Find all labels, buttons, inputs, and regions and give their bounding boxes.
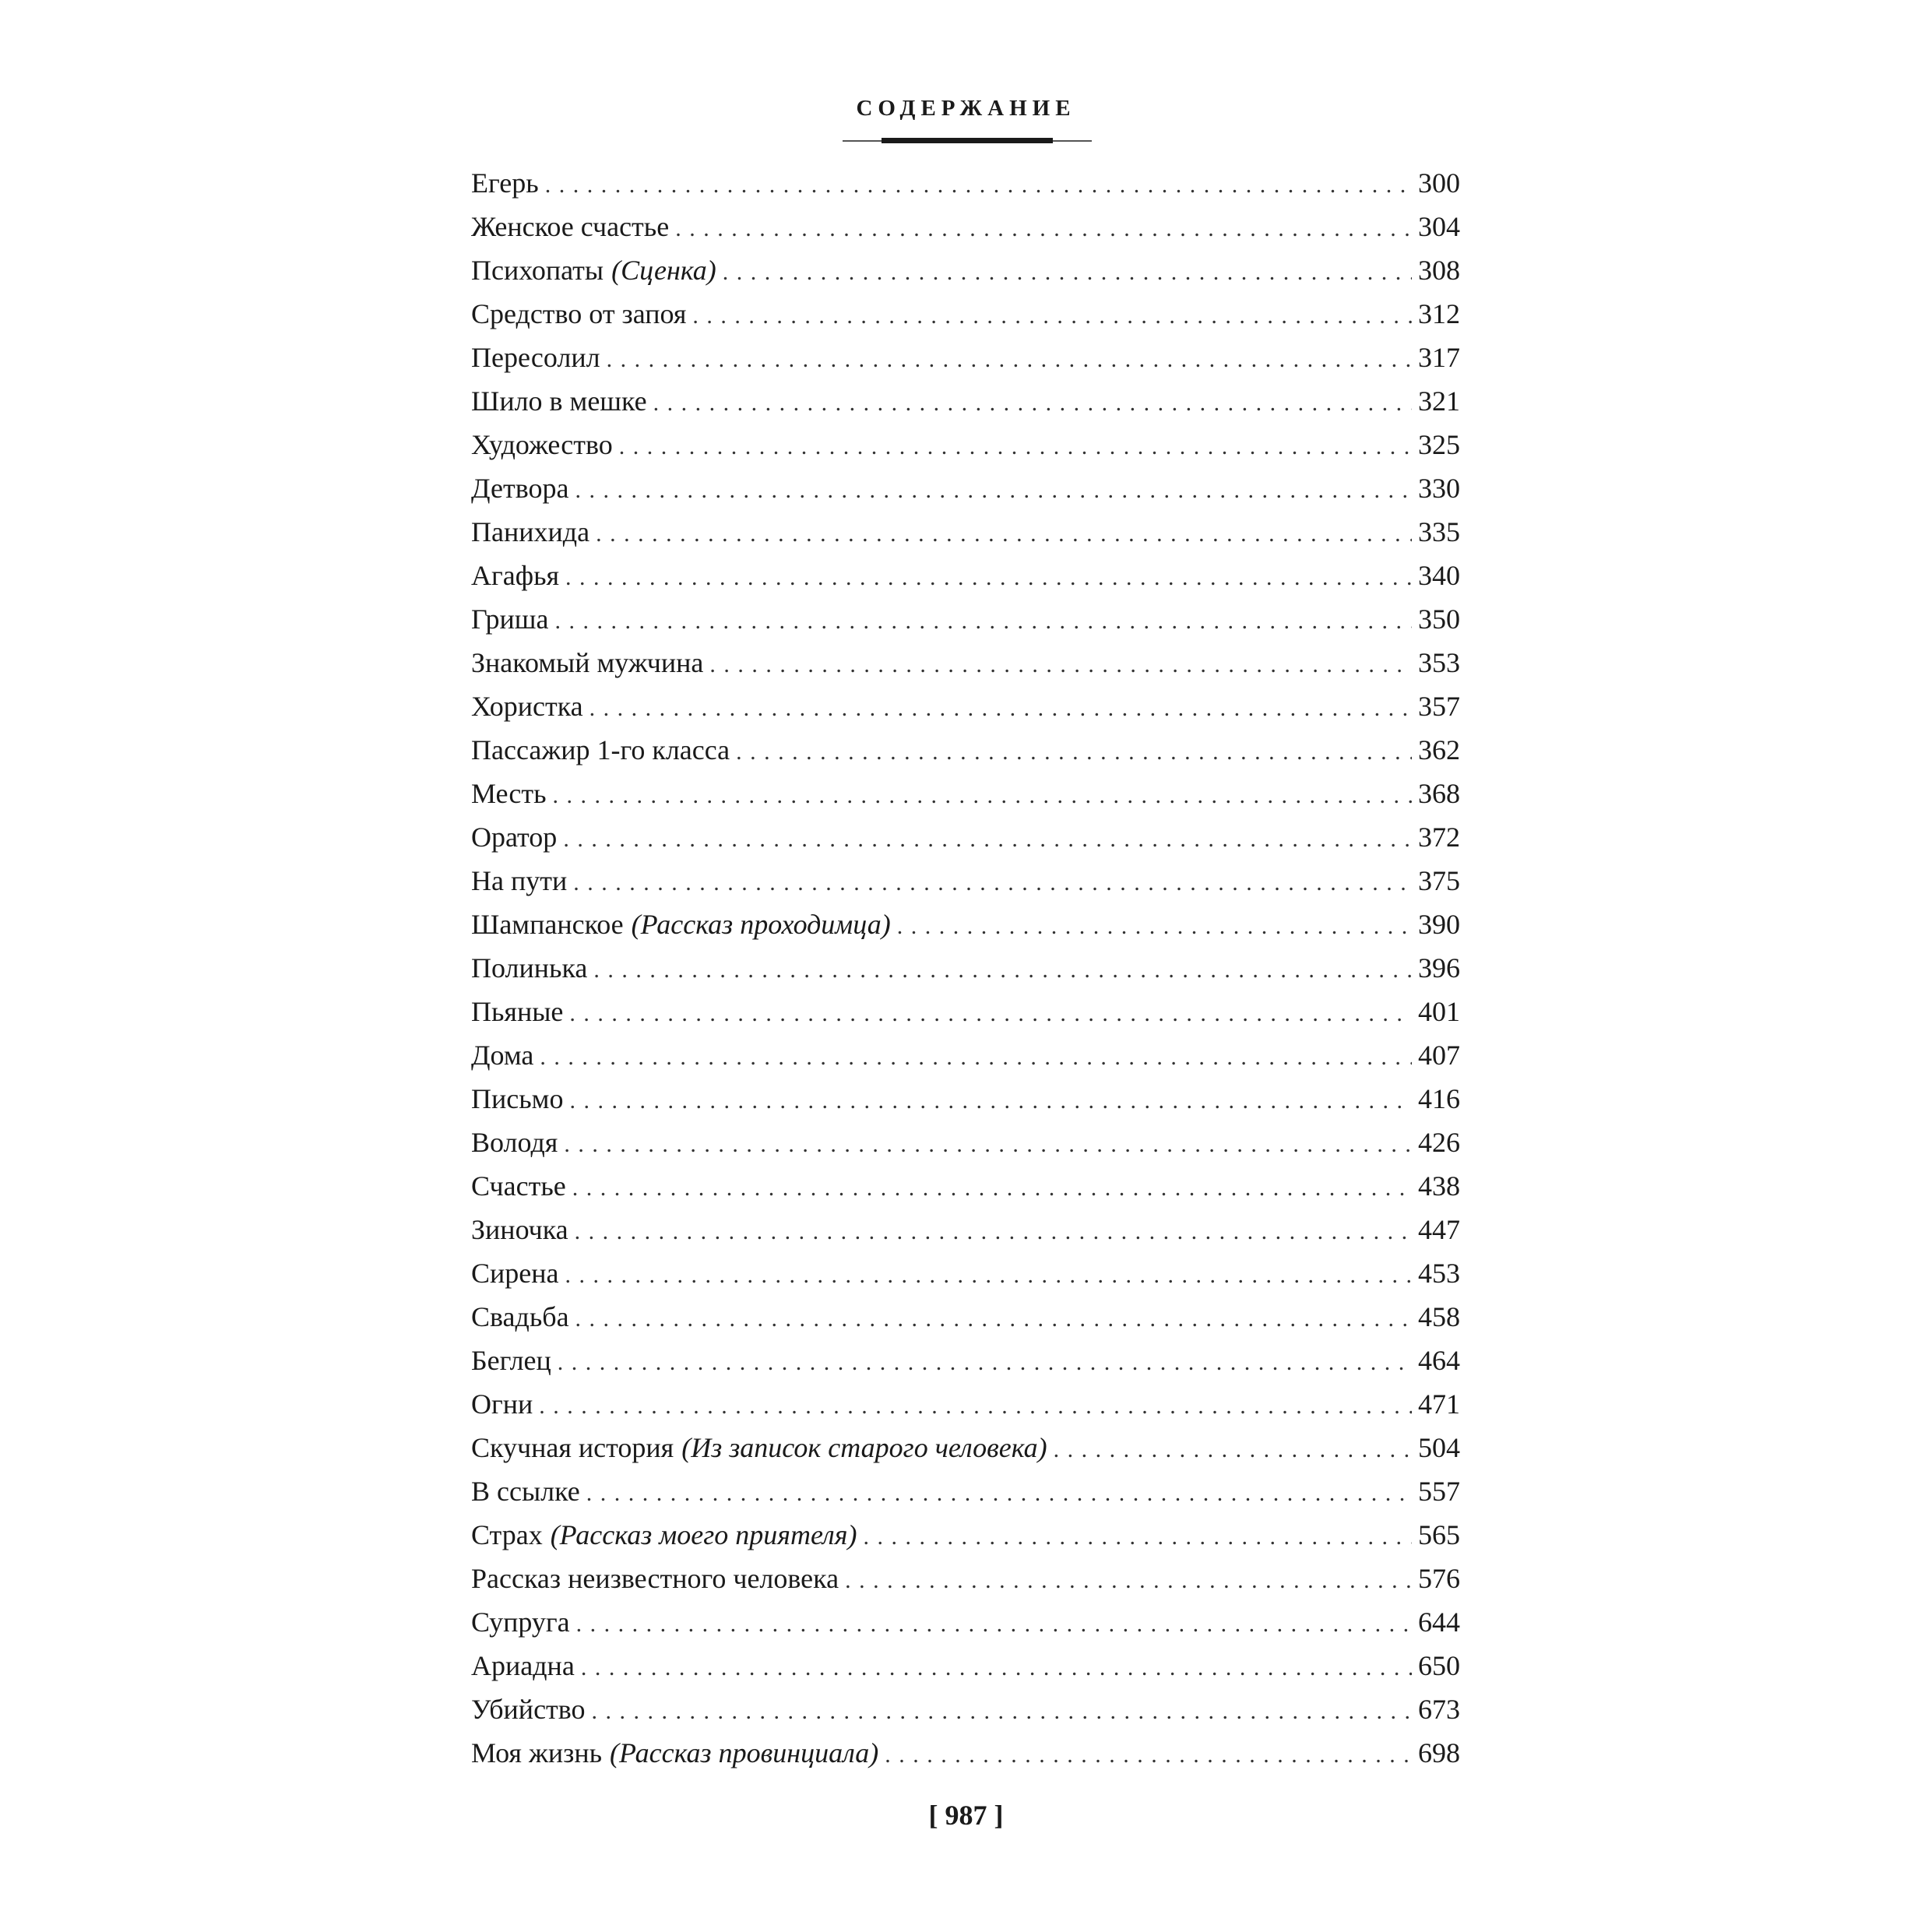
toc-entry-page: 557: [1418, 1476, 1460, 1507]
dot-leader: [709, 643, 1412, 687]
page-title: СОДЕРЖАНИЕ: [856, 96, 1076, 121]
toc-entry: [471, 466, 1460, 510]
toc-entry: [471, 1687, 1460, 1731]
toc-entry: [471, 379, 1460, 423]
dot-leader: [619, 425, 1412, 469]
toc-entry-title: Супруга: [471, 1606, 570, 1638]
toc-entry-title: Свадьба: [471, 1301, 569, 1332]
toc-entry: [471, 1208, 1460, 1251]
dot-leader: [845, 1559, 1412, 1603]
toc-entry-page: 375: [1418, 865, 1460, 896]
toc-entry-subtitle: (Рассказ проходимца): [631, 909, 891, 940]
toc-entry: [471, 1513, 1460, 1557]
dot-leader: [569, 992, 1412, 1036]
toc-entry-title: Сирена: [471, 1258, 559, 1289]
toc-entry: [471, 1382, 1460, 1426]
dot-leader: [563, 818, 1412, 861]
toc-entry-page: 300: [1418, 167, 1460, 199]
dot-leader: [565, 556, 1412, 600]
toc-entry-title: Панихида: [471, 516, 590, 547]
dot-leader: [653, 382, 1412, 425]
dot-leader: [593, 948, 1412, 992]
dot-leader: [540, 1036, 1412, 1079]
toc-entry-title: Пересолил: [471, 342, 600, 373]
dot-leader: [736, 730, 1412, 774]
dot-leader: [885, 1733, 1412, 1777]
toc-entry-page: 372: [1418, 822, 1460, 853]
toc-entry-subtitle: (Рассказ моего приятеля): [550, 1519, 857, 1550]
toc-entry: [471, 336, 1460, 379]
toc-entry-title: Страх: [471, 1519, 543, 1550]
toc-entry: [471, 1251, 1460, 1295]
toc-entry-title: Знакомый мужчина: [471, 647, 704, 678]
toc-entry: [471, 248, 1460, 292]
toc-entry: [471, 990, 1460, 1033]
toc-entry-title: Художество: [471, 429, 613, 460]
toc-entry-title: Пассажир 1-го класса: [471, 734, 730, 765]
toc-entry-page: 673: [1418, 1694, 1460, 1725]
dot-leader: [575, 1210, 1412, 1254]
toc-entry-page: 416: [1418, 1083, 1460, 1114]
toc-entry: [471, 815, 1460, 859]
dot-leader: [539, 1385, 1412, 1428]
toc-entry: [471, 1469, 1460, 1513]
dot-leader: [553, 774, 1412, 818]
toc-entry-page: 350: [1418, 604, 1460, 635]
dot-leader: [1054, 1428, 1412, 1472]
toc-entry: [471, 1644, 1460, 1687]
toc-entry: [471, 423, 1460, 466]
toc-entry-page: 464: [1418, 1345, 1460, 1376]
toc-entry-page: 471: [1418, 1388, 1460, 1420]
toc-entry: [471, 205, 1460, 248]
toc-entry-page: 362: [1418, 734, 1460, 765]
toc-entry: [471, 1426, 1460, 1469]
toc-entry-page: 340: [1418, 560, 1460, 591]
toc-entry: [471, 728, 1460, 772]
dot-leader: [564, 1123, 1412, 1167]
toc-entry-title: Средство от запоя: [471, 298, 687, 329]
toc-entry-page: 317: [1418, 342, 1460, 373]
toc-entry-title: Володя: [471, 1127, 558, 1158]
toc-entry-page: 644: [1418, 1606, 1460, 1638]
toc-entry-page: 312: [1418, 298, 1460, 329]
dot-leader: [607, 338, 1412, 382]
toc-entry: [471, 641, 1460, 684]
toc-entry-title: Полинька: [471, 952, 588, 984]
dot-leader: [897, 905, 1412, 948]
dot-leader: [576, 1603, 1412, 1646]
dot-leader: [692, 294, 1412, 338]
dot-leader: [555, 600, 1412, 643]
toc-entry-page: 325: [1418, 429, 1460, 460]
toc-entry-title: Скучная история: [471, 1432, 674, 1463]
toc-entry-page: 357: [1418, 691, 1460, 722]
toc-entry-page: 504: [1418, 1432, 1460, 1463]
dot-leader: [581, 1646, 1412, 1690]
toc-entry: [471, 1339, 1460, 1382]
dot-leader: [723, 251, 1412, 294]
toc-entry-page: 335: [1418, 516, 1460, 547]
toc-entry-page: 438: [1418, 1170, 1460, 1202]
toc-entry-page: 304: [1418, 211, 1460, 242]
toc-entry-title: Письмо: [471, 1083, 564, 1114]
toc-entry: [471, 1077, 1460, 1121]
toc-entry-title: Месть: [471, 778, 547, 809]
toc-entry-subtitle: (Сценка): [611, 255, 716, 286]
toc-entry: [471, 946, 1460, 990]
toc-entry-page: 458: [1418, 1301, 1460, 1332]
dot-leader: [863, 1515, 1412, 1559]
toc-entry: [471, 161, 1460, 205]
toc-entry-title: Убийство: [471, 1694, 586, 1725]
table-of-contents: [471, 161, 1460, 1775]
toc-entry-title: Женское счастье: [471, 211, 670, 242]
toc-entry: [471, 684, 1460, 728]
toc-entry-title: Егерь: [471, 167, 539, 199]
toc-entry: [471, 1600, 1460, 1644]
toc-entry-page: 396: [1418, 952, 1460, 984]
dot-leader: [565, 1254, 1413, 1297]
toc-entry: [471, 510, 1460, 554]
toc-entry-page: 426: [1418, 1127, 1460, 1158]
toc-entry-title: Дома: [471, 1040, 534, 1071]
toc-entry-title: Рассказ неизвестного человека: [471, 1563, 839, 1594]
title-divider-accent: [882, 138, 1053, 143]
toc-entry-title: Оратор: [471, 822, 558, 853]
toc-entry-page: 401: [1418, 996, 1460, 1027]
dot-leader: [569, 1079, 1412, 1123]
toc-entry-title: Моя жизнь: [471, 1737, 603, 1768]
toc-entry-title: Беглец: [471, 1345, 551, 1376]
toc-entry-page: 565: [1418, 1519, 1460, 1550]
dot-leader: [592, 1690, 1412, 1733]
toc-entry-subtitle: (Из записок старого человека): [681, 1432, 1047, 1463]
toc-entry-title: Счастье: [471, 1170, 566, 1202]
dot-leader: [575, 1297, 1412, 1341]
toc-entry-title: Хористка: [471, 691, 583, 722]
toc-entry-page: 447: [1418, 1214, 1460, 1245]
toc-entry-title: Зиночка: [471, 1214, 568, 1245]
toc-entry: [471, 772, 1460, 815]
dot-leader: [558, 1341, 1412, 1385]
toc-entry-title: Гриша: [471, 604, 549, 635]
toc-entry: [471, 292, 1460, 336]
toc-entry: [471, 859, 1460, 903]
toc-entry-page: 390: [1418, 909, 1460, 940]
toc-entry: [471, 1295, 1460, 1339]
dot-leader: [572, 1167, 1412, 1210]
toc-entry-title: Детвора: [471, 473, 569, 504]
toc-entry: [471, 1164, 1460, 1208]
toc-entry-title: Шило в мешке: [471, 385, 647, 417]
toc-entry: [471, 597, 1460, 641]
toc-entry-title: Психопаты: [471, 255, 604, 286]
toc-entry: [471, 1121, 1460, 1164]
toc-entry: [471, 554, 1460, 597]
page-number: [ 987 ]: [928, 1800, 1004, 1831]
toc-entry-page: 321: [1418, 385, 1460, 417]
toc-entry-page: 353: [1418, 647, 1460, 678]
toc-entry-title: Агафья: [471, 560, 560, 591]
toc-entry-subtitle: (Рассказ провинциала): [610, 1737, 879, 1768]
toc-entry: [471, 1731, 1460, 1775]
toc-entry: [471, 1557, 1460, 1600]
dot-leader: [586, 1472, 1412, 1515]
toc-entry-page: 576: [1418, 1563, 1460, 1594]
toc-entry-page: 453: [1418, 1258, 1460, 1289]
toc-entry-page: 308: [1418, 255, 1460, 286]
toc-entry-page: 330: [1418, 473, 1460, 504]
dot-leader: [573, 861, 1412, 905]
dot-leader: [675, 207, 1412, 251]
toc-entry-title: Шампанское: [471, 909, 624, 940]
toc-entry-title: В ссылке: [471, 1476, 580, 1507]
toc-entry-title: Ариадна: [471, 1650, 575, 1681]
toc-entry-page: 407: [1418, 1040, 1460, 1071]
toc-entry-title: На пути: [471, 865, 568, 896]
dot-leader: [596, 512, 1412, 556]
toc-entry-page: 650: [1418, 1650, 1460, 1681]
toc-entry-title: Огни: [471, 1388, 533, 1420]
toc-entry-title: Пьяные: [471, 996, 564, 1027]
toc-entry-page: 368: [1418, 778, 1460, 809]
dot-leader: [575, 469, 1412, 512]
toc-entry-page: 698: [1418, 1737, 1460, 1768]
toc-entry: [471, 1033, 1460, 1077]
dot-leader: [545, 164, 1412, 207]
toc-entry: [471, 903, 1460, 946]
dot-leader: [589, 687, 1412, 730]
